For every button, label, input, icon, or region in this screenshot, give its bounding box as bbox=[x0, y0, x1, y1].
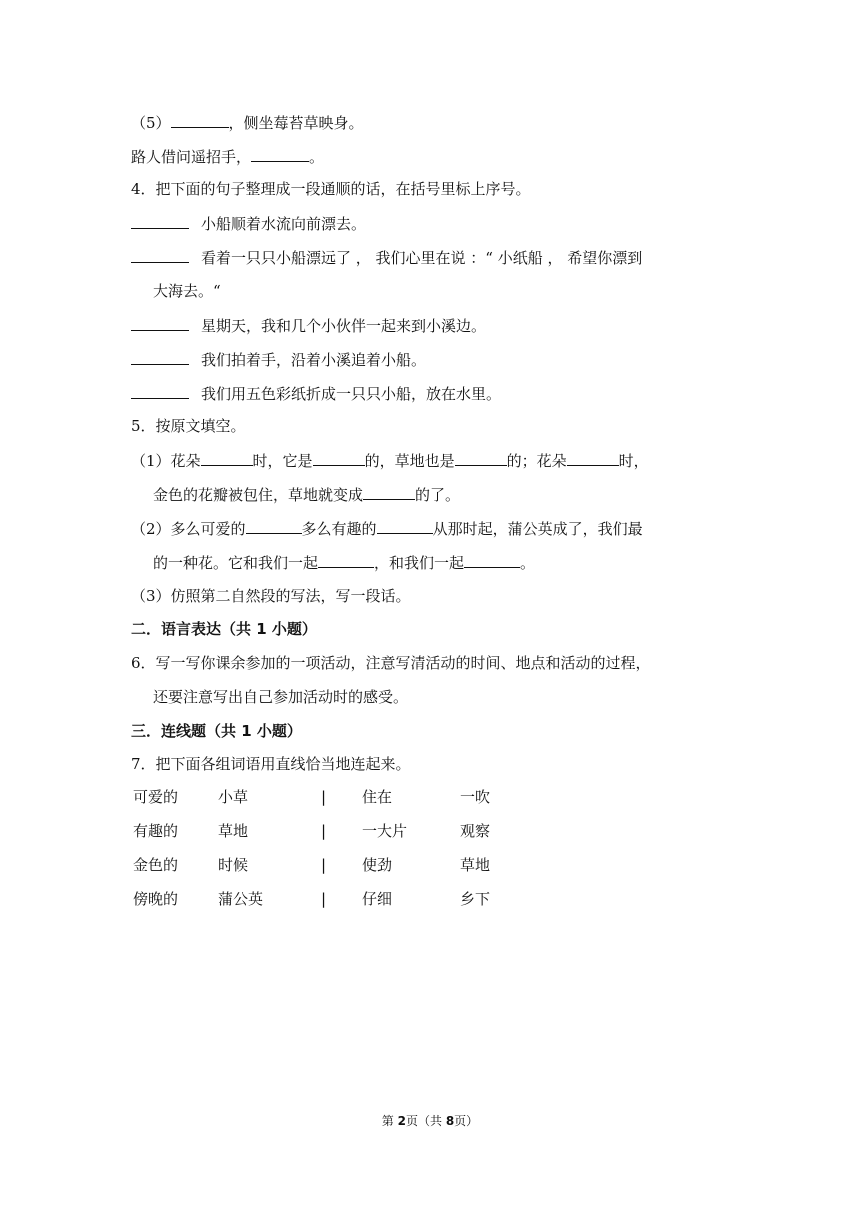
order-blank[interactable] bbox=[131, 314, 189, 331]
answer-blank[interactable] bbox=[455, 449, 507, 466]
word-cell[interactable]: 可爱的 bbox=[133, 788, 179, 806]
word-cell[interactable]: 有趣的 bbox=[133, 822, 179, 840]
word-cell[interactable]: 住在 bbox=[362, 788, 393, 806]
question-4-title: 4．把下面的句子整理成一段通顺的话，在括号里标上序号。 bbox=[131, 180, 531, 198]
word-cell[interactable]: 乡下 bbox=[460, 890, 491, 908]
page-number: 2 bbox=[397, 1114, 406, 1128]
question-5-title: 5．按原文填空。 bbox=[131, 417, 246, 435]
column-divider: | bbox=[321, 856, 327, 874]
order-item: 星期天，我和几个小伙伴一起来到小溪边。 bbox=[131, 314, 486, 337]
fill-part-1: （1）花朵 时，它是 的，草地也是 的；花朵 时， bbox=[131, 449, 649, 472]
word-cell[interactable]: 使劲 bbox=[362, 856, 393, 874]
word-cell[interactable]: 傍晚的 bbox=[133, 890, 179, 908]
answer-blank[interactable] bbox=[313, 449, 365, 466]
fill-part-2: （2）多么可爱的 多么有趣的 从那时起，蒲公英成了，我们最 bbox=[131, 517, 643, 540]
word-cell[interactable]: 观察 bbox=[460, 822, 491, 840]
poem-line-2: 路人借问遥招手， 。 bbox=[131, 145, 324, 168]
order-blank[interactable] bbox=[131, 382, 189, 399]
question-7-title: 7．把下面各组词语用直线恰当地连起来。 bbox=[131, 755, 411, 773]
word-cell[interactable]: 一大片 bbox=[362, 822, 408, 840]
question-6-line-2: 还要注意写出自己参加活动时的感受。 bbox=[153, 688, 409, 706]
order-blank[interactable] bbox=[131, 212, 189, 229]
column-divider: | bbox=[321, 890, 327, 908]
order-item: 我们拍着手，沿着小溪追着小船。 bbox=[131, 348, 426, 371]
word-cell[interactable]: 一吹 bbox=[460, 788, 491, 806]
word-cell[interactable]: 仔细 bbox=[362, 890, 393, 908]
section-heading: 二．语言表达（共 1 小题） bbox=[131, 620, 317, 638]
page-footer: 第 2页（共 8页） bbox=[381, 1114, 479, 1128]
word-cell[interactable]: 草地 bbox=[460, 856, 491, 874]
order-item-continued: 大海去。“ bbox=[153, 282, 221, 300]
column-divider: | bbox=[321, 822, 327, 840]
order-item: 小船顺着水流向前漂去。 bbox=[131, 212, 366, 235]
section-heading: 三．连线题（共 1 小题） bbox=[131, 722, 302, 740]
answer-blank[interactable] bbox=[171, 111, 229, 128]
poem-line-1: （5） ，侧坐莓苔草映身。 bbox=[131, 111, 364, 134]
word-cell[interactable]: 小草 bbox=[218, 788, 249, 806]
fill-part-3: （3）仿照第二自然段的写法，写一段话。 bbox=[131, 587, 411, 605]
order-item: 看着一只只小船漂远了 ， 我们心里在说 ：“ 小纸船 ， 希望你漂到 bbox=[131, 246, 642, 269]
column-divider: | bbox=[321, 788, 327, 806]
total-pages: 8 bbox=[445, 1114, 455, 1128]
answer-blank[interactable] bbox=[318, 551, 374, 568]
order-blank[interactable] bbox=[131, 246, 189, 263]
answer-blank[interactable] bbox=[251, 145, 309, 162]
word-cell[interactable]: 金色的 bbox=[133, 856, 179, 874]
fill-part-2-continued: 的一种花。它和我们一起 ，和我们一起 。 bbox=[153, 551, 535, 574]
answer-blank[interactable] bbox=[567, 449, 619, 466]
word-cell[interactable]: 时候 bbox=[218, 856, 249, 874]
answer-blank[interactable] bbox=[201, 449, 253, 466]
question-6-line-1: 6．写一写你课余参加的一项活动，注意写清活动的时间、地点和活动的过程， bbox=[131, 654, 651, 672]
order-item: 我们用五色彩纸折成一只只小船，放在水里。 bbox=[131, 382, 501, 405]
answer-blank[interactable] bbox=[464, 551, 520, 568]
answer-blank[interactable] bbox=[363, 483, 415, 500]
answer-blank[interactable] bbox=[377, 517, 433, 534]
answer-blank[interactable] bbox=[246, 517, 302, 534]
word-cell[interactable]: 蒲公英 bbox=[218, 890, 264, 908]
word-cell[interactable]: 草地 bbox=[218, 822, 249, 840]
order-blank[interactable] bbox=[131, 348, 189, 365]
fill-part-1-continued: 金色的花瓣被包住，草地就变成 的了。 bbox=[153, 483, 460, 506]
